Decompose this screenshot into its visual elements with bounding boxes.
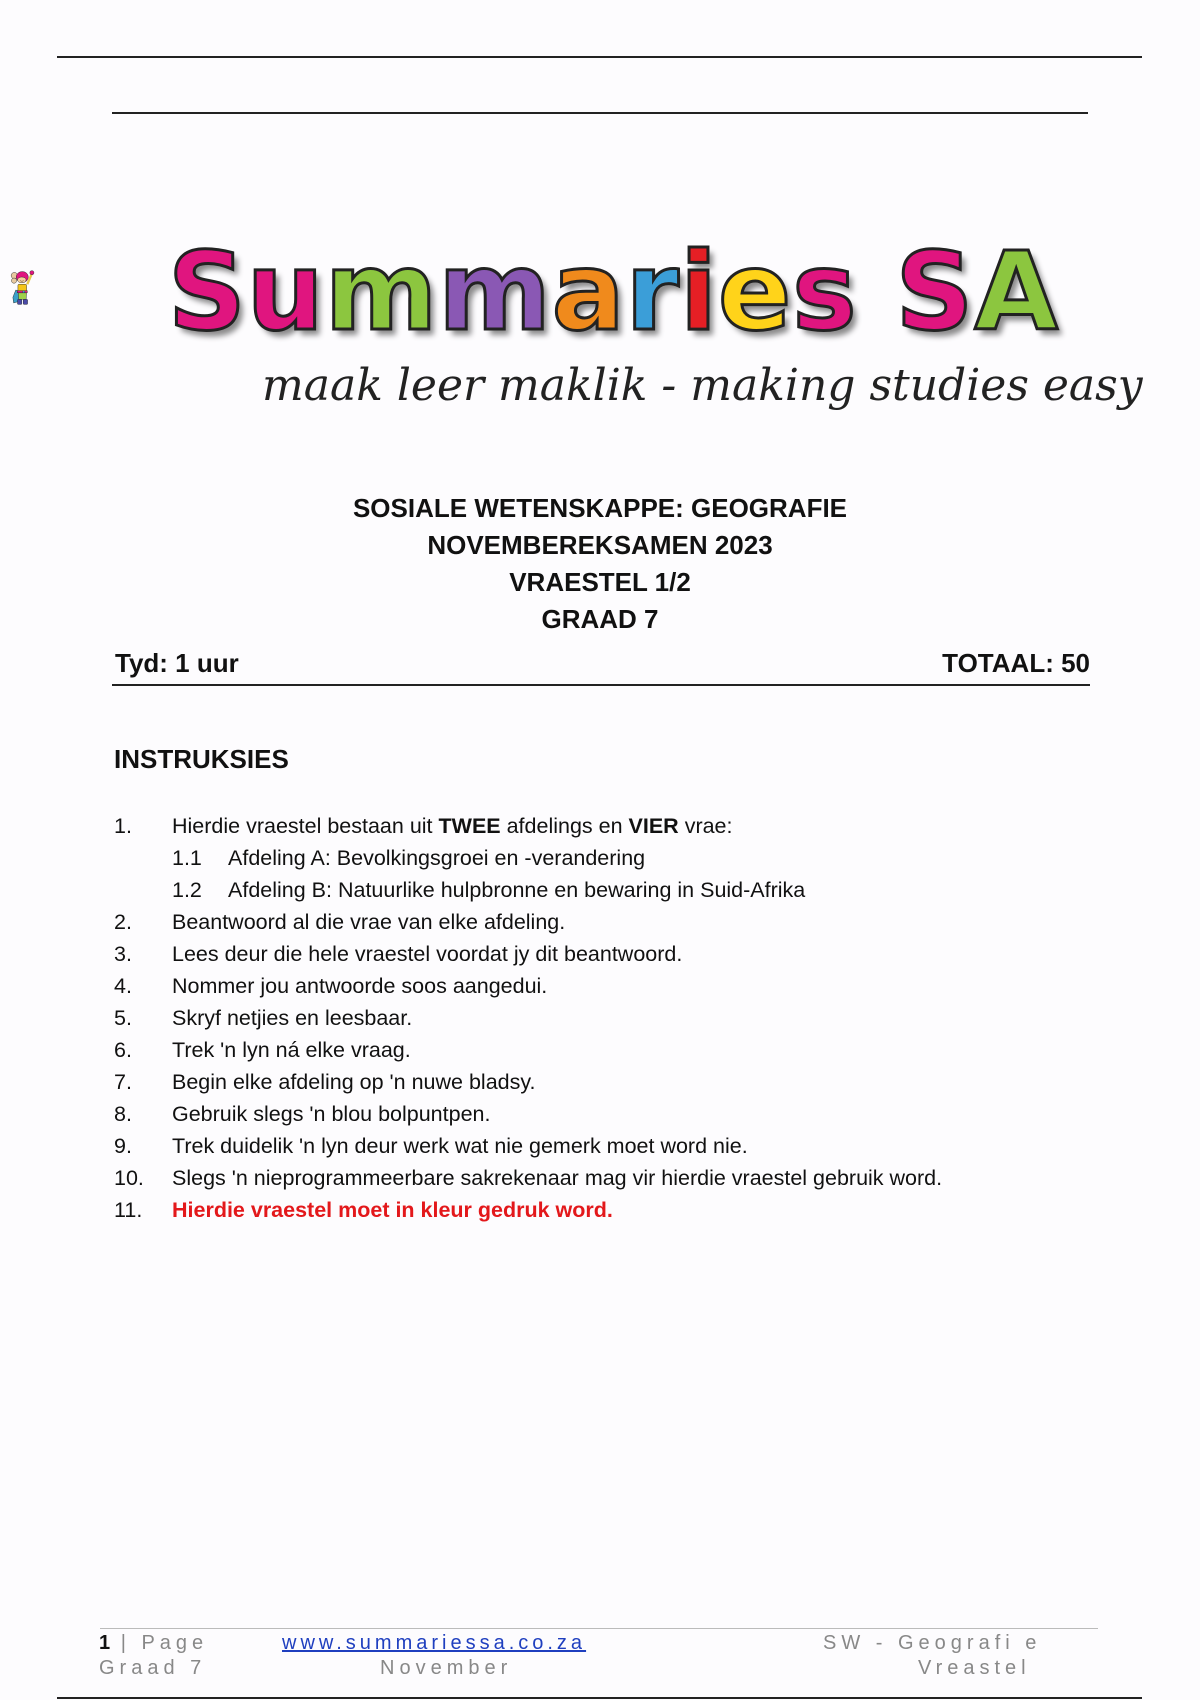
title-subject: SOSIALE WETENSKAPPE: GEOGRAFIE bbox=[352, 493, 848, 523]
logo-letter: i bbox=[679, 230, 718, 355]
bottom-rule bbox=[57, 1697, 1142, 1699]
meta-rule bbox=[112, 684, 1090, 686]
footer-subject: SW - Geografi e bbox=[823, 1632, 1042, 1654]
header-rule bbox=[112, 112, 1088, 114]
list-item bbox=[114, 1194, 1114, 1226]
item-text: Trek 'n lyn ná elke vraag. bbox=[172, 1038, 411, 1062]
item-text: Begin elke afdeling op 'n nuwe bladsy. bbox=[172, 1070, 536, 1094]
logo-wordmark bbox=[168, 230, 1059, 355]
instructions-list bbox=[114, 810, 1114, 1226]
item-text: Nommer jou antwoorde soos aangedui. bbox=[172, 974, 548, 998]
exam-title bbox=[0, 490, 1200, 638]
logo-letter: S bbox=[895, 230, 975, 355]
footer-rule bbox=[100, 1628, 1098, 1629]
item-text: Afdeling B: Natuurlike hulpbronne en bewaring in Suid-Afrika bbox=[228, 878, 806, 902]
item-number: 1.1 bbox=[172, 846, 202, 870]
logo-letter: m bbox=[438, 230, 552, 355]
item-text: Gebruik slegs 'n blou bolpuntpen. bbox=[172, 1102, 491, 1126]
item-text: Slegs 'n nieprogrammeerbare sakrekenaar mag vir hierdie vraestel gebruik word. bbox=[172, 1166, 943, 1190]
item-text: Beantwoord al die vrae van elke afdeling. bbox=[172, 910, 566, 934]
list-item bbox=[114, 1162, 1114, 1194]
item-number: 6. bbox=[114, 1038, 132, 1062]
item-number: 2. bbox=[114, 910, 132, 934]
item-text: Skryf netjies en leesbaar. bbox=[172, 1006, 413, 1030]
item-number: 4. bbox=[114, 974, 132, 998]
logo-letter: A bbox=[974, 230, 1059, 355]
item-number: 1.2 bbox=[172, 878, 202, 902]
logo-letter: m bbox=[324, 230, 439, 355]
item-number: 10. bbox=[114, 1166, 144, 1190]
mascot-logo bbox=[10, 140, 180, 440]
item-number: 1. bbox=[114, 814, 132, 838]
footer-page: 1 | Page bbox=[99, 1632, 209, 1654]
list-item bbox=[114, 906, 1114, 938]
title-grade: GRAAD 7 bbox=[541, 604, 659, 634]
item-number: 5. bbox=[114, 1006, 132, 1030]
footer-month: November bbox=[380, 1657, 513, 1679]
item-number: 11. bbox=[114, 1198, 143, 1222]
logo-letter: e bbox=[717, 230, 793, 355]
list-item bbox=[114, 938, 1114, 970]
logo-letter: r bbox=[625, 230, 680, 355]
time-label: Tyd: 1 uur bbox=[115, 648, 239, 678]
item-text: Afdeling A: Bevolkingsgroei en -verandering bbox=[228, 846, 646, 870]
item-text: Lees deur die hele vraestel voordat jy dit beantwoord. bbox=[172, 942, 683, 966]
logo-letter: S bbox=[168, 230, 247, 355]
list-item bbox=[114, 970, 1114, 1002]
list-item bbox=[114, 1098, 1114, 1130]
list-item bbox=[114, 810, 1114, 842]
item-number: 8. bbox=[114, 1102, 132, 1126]
item-text: Hierdie vraestel moet in kleur gedruk word. bbox=[172, 1198, 613, 1222]
list-item bbox=[114, 874, 1114, 906]
title-paper: VRAESTEL 1/2 bbox=[509, 567, 691, 597]
list-item bbox=[114, 1002, 1114, 1034]
list-item bbox=[114, 842, 1114, 874]
total-label: TOTAAL: 50 bbox=[942, 648, 1090, 678]
title-exam: NOVEMBEREKSAMEN 2023 bbox=[427, 530, 773, 560]
item-text: Hierdie vraestel bestaan uit TWEE afdelings en VIER vrae: bbox=[172, 814, 733, 838]
item-number: 7. bbox=[114, 1070, 132, 1094]
list-item bbox=[114, 1066, 1114, 1098]
item-text: Trek duidelik 'n lyn deur werk wat nie gemerk moet word nie. bbox=[172, 1134, 748, 1158]
logo-letter: u bbox=[246, 230, 325, 355]
top-rule bbox=[57, 56, 1142, 58]
item-number: 9. bbox=[114, 1134, 132, 1158]
logo-tagline: maak leer maklik - making studies easy bbox=[262, 360, 1143, 411]
footer-grade: Graad 7 bbox=[99, 1657, 207, 1679]
item-number: 3. bbox=[114, 942, 132, 966]
footer-doc: Vreastel bbox=[918, 1657, 1031, 1679]
list-item bbox=[114, 1034, 1114, 1066]
logo-letter: s bbox=[792, 230, 858, 355]
footer-url-link[interactable]: www.summariessa.co.za bbox=[282, 1632, 587, 1654]
instructions-heading: INSTRUKSIES bbox=[114, 744, 289, 774]
logo-letter: a bbox=[551, 230, 626, 355]
list-item bbox=[114, 1130, 1114, 1162]
